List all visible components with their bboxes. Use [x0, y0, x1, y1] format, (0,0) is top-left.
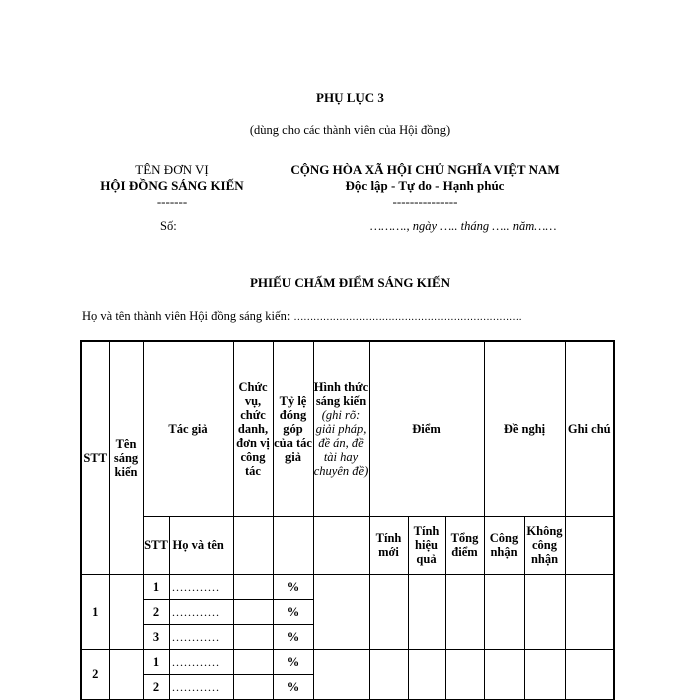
subheader-not-approve: Không công nhận [524, 516, 565, 574]
republic-rule: --------------- [392, 194, 458, 209]
group-initiative-name[interactable] [109, 574, 143, 649]
header-initiative-type-label: Hình thức sáng kiến [313, 379, 369, 408]
group-novelty-score[interactable] [369, 574, 408, 649]
author-contribution[interactable]: % [273, 574, 313, 599]
subheader-contribution-blank [273, 516, 313, 574]
member-label: Họ và tên thành viên Hội đồng sáng kiến: [82, 309, 291, 323]
author-name[interactable]: ………… [169, 574, 233, 599]
author-position[interactable] [233, 624, 273, 649]
author-position[interactable] [233, 674, 273, 699]
group-approve[interactable] [484, 649, 524, 699]
header-recommendation: Đề nghị [484, 341, 565, 516]
unit-name: TÊN ĐƠN VỊ [135, 162, 209, 177]
group-initiative-name[interactable] [109, 649, 143, 699]
subheader-full-name: Họ và tên [169, 516, 233, 574]
republic-header [270, 162, 580, 210]
subheader-novelty: Tính mới [369, 516, 408, 574]
subheader-approve: Công nhận [484, 516, 524, 574]
republic-motto: Độc lập - Tự do - Hạnh phúc [345, 178, 505, 193]
author-position[interactable] [233, 649, 273, 674]
header-stt: STT [81, 341, 109, 574]
table-row [81, 649, 614, 674]
group-note[interactable] [565, 574, 614, 649]
group-effectiveness-score[interactable] [408, 649, 445, 699]
subheader-stt: STT [143, 516, 169, 574]
group-novelty-score[interactable] [369, 649, 408, 699]
author-name[interactable]: ………… [169, 674, 233, 699]
author-name[interactable]: ………… [169, 649, 233, 674]
group-total-score[interactable] [445, 649, 484, 699]
author-contribution[interactable]: % [273, 624, 313, 649]
group-initiative-type[interactable] [313, 649, 369, 699]
subheader-type-blank [313, 516, 369, 574]
header-contribution: Tỷ lệ đóng góp của tác giả [273, 341, 313, 516]
subheader-total-score: Tổng điểm [445, 516, 484, 574]
author-stt: 2 [143, 599, 169, 624]
form-title: PHIẾU CHẤM ĐIỂM SÁNG KIẾN [249, 275, 451, 290]
author-contribution[interactable]: % [273, 649, 313, 674]
author-stt: 1 [143, 574, 169, 599]
date-line: ………., ngày ….. tháng ….. năm…… [370, 219, 557, 233]
group-effectiveness-score[interactable] [408, 574, 445, 649]
subheader-note-blank [565, 516, 614, 574]
group-total-score[interactable] [445, 574, 484, 649]
council-name: HỘI ĐỒNG SÁNG KIẾN [100, 178, 244, 193]
header-note: Ghi chú [565, 341, 614, 516]
unit-rule: ------- [156, 194, 188, 209]
author-name[interactable]: ………… [169, 624, 233, 649]
group-stt: 1 [81, 574, 109, 649]
appendix-subtitle: (dùng cho các thành viên của Hội đồng) [249, 123, 451, 137]
header-author: Tác giả [143, 341, 233, 516]
table-row [81, 574, 614, 599]
header-initiative-type-note: (ghi rõ: giải pháp, đề án, đề tài hay chuyên đề) [313, 407, 369, 478]
author-contribution[interactable]: % [273, 599, 313, 624]
subheader-effectiveness: Tính hiệu quả [408, 516, 445, 574]
group-not-approve[interactable] [524, 649, 565, 699]
member-line [82, 309, 521, 324]
unit-header [82, 162, 262, 210]
author-name[interactable]: ………… [169, 599, 233, 624]
subheader-position-blank [233, 516, 273, 574]
header-score: Điểm [369, 341, 484, 516]
group-not-approve[interactable] [524, 574, 565, 649]
appendix-title: PHỤ LỤC 3 [316, 90, 384, 105]
group-note[interactable] [565, 649, 614, 699]
author-position[interactable] [233, 599, 273, 624]
header-initiative-name: Tên sáng kiến [109, 341, 143, 574]
score-table [80, 340, 615, 700]
document-number-label: Số: [160, 219, 177, 233]
author-position[interactable] [233, 574, 273, 599]
republic-name: CỘNG HÒA XÃ HỘI CHỦ NGHĨA VIỆT NAM [290, 162, 560, 177]
member-name-blank: ……………………………………………………………. [293, 312, 522, 323]
author-contribution[interactable]: % [273, 674, 313, 699]
author-stt: 1 [143, 649, 169, 674]
author-stt: 2 [143, 674, 169, 699]
group-initiative-type[interactable] [313, 574, 369, 649]
group-stt: 2 [81, 649, 109, 699]
header-position: Chức vụ, chức danh, đơn vị công tác [233, 341, 273, 516]
group-approve[interactable] [484, 574, 524, 649]
header-initiative-type [313, 341, 369, 516]
author-stt: 3 [143, 624, 169, 649]
